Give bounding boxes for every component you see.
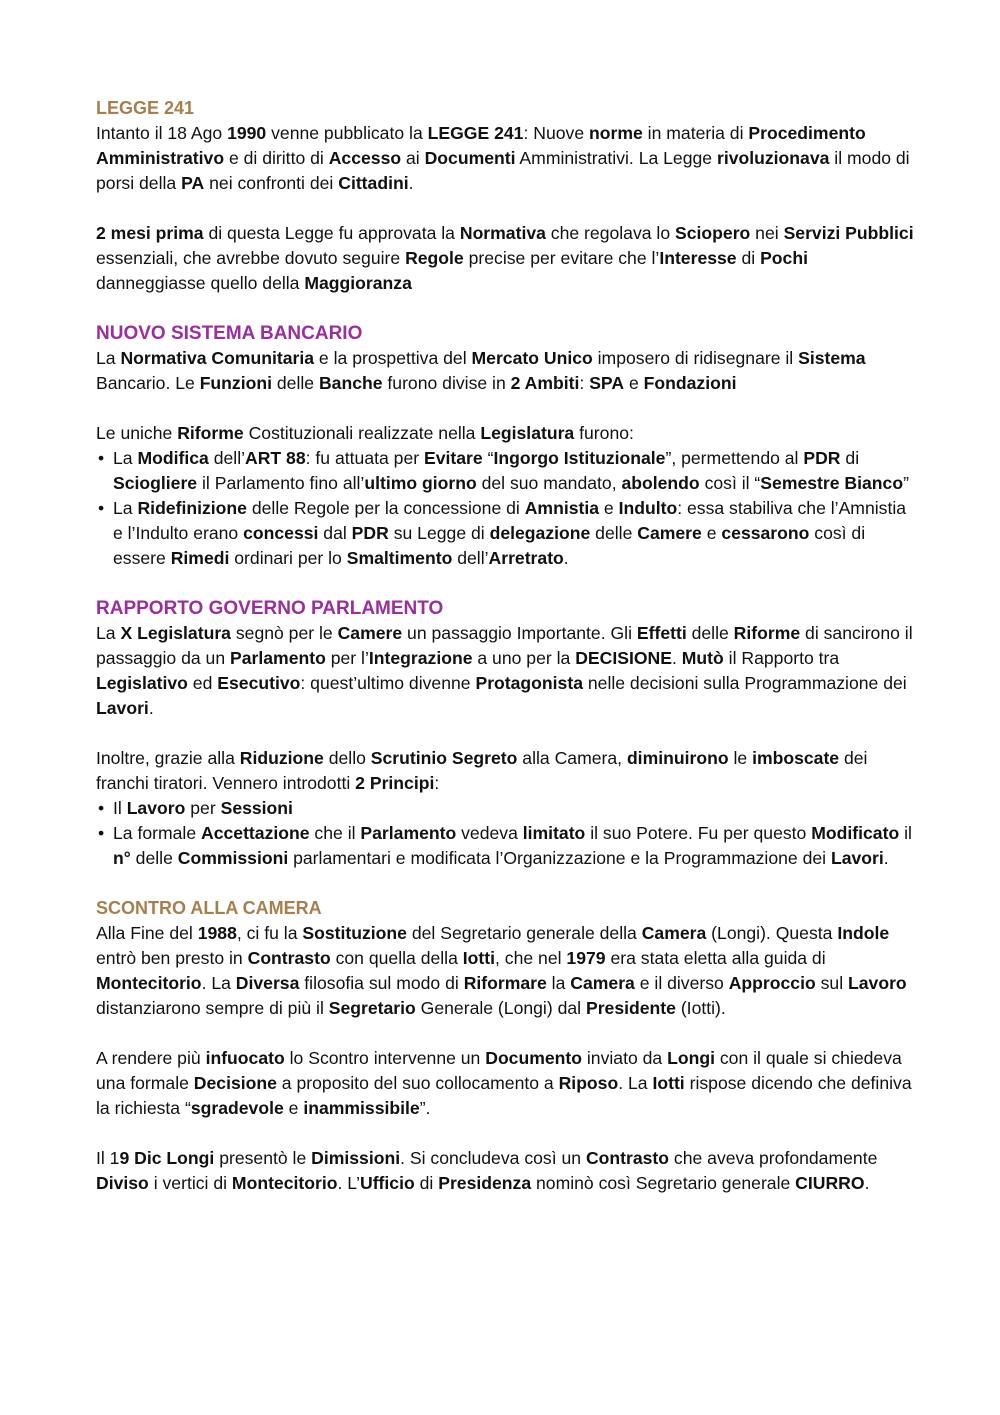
bold-text: n°: [113, 848, 131, 868]
paragraph: 2 mesi prima di questa Legge fu approvata la Normativa che regolava lo Sciopero nei Servizi Pubblici essenziali, che avrebbe dovuto seguire Regole precise per evitare che l’Interesse di Pochi danneggiasse quello della Maggioranza: [96, 223, 914, 293]
list-item: • La Ridefinizione delle Regole per la concessione di Amnistia e Indulto: essa stabiliva che l’Amnistia e l’Indulto erano concessi dal PDR su Legge di delegazione delle Camere e cessarono così di essere Rimedi ordinari per lo Smaltimento dell’Arretrato.: [96, 496, 916, 571]
bold-text: Iotti: [462, 948, 496, 968]
bold-text: concessi: [243, 523, 319, 543]
bold-text: 2 mesi prima: [96, 223, 204, 243]
bold-text: Rimedi: [170, 548, 230, 568]
paragraph: La X Legislatura segnò per le Camere un passaggio Importante. Gli Effetti delle Riforme di sancirono il passaggio da un Parlamento per l’Integrazione a uno per la DECISIONE. Mutò il Rapporto tra Legislativo ed Esecutivo: quest’ultimo divenne Protagonista nelle decisioni sulla Programmazione dei Lavori.: [96, 623, 913, 718]
bold-text: Regole: [405, 248, 464, 268]
bold-text: Riduzione: [239, 748, 324, 768]
bold-text: Protagonista: [475, 673, 583, 693]
bold-text: Servizi Pubblici: [783, 223, 914, 243]
bold-text: CIURRO: [795, 1173, 865, 1193]
bold-text: Mercato Unico: [471, 348, 593, 368]
bold-text: Legislatura: [480, 423, 575, 443]
bold-text: Normativa: [459, 223, 546, 243]
bold-text: Mutò: [681, 648, 724, 668]
bold-text: Iotti: [652, 1073, 685, 1093]
bold-text: infuocato: [205, 1048, 285, 1068]
bold-text: 1990: [227, 123, 267, 143]
bold-text: Modificato: [811, 823, 900, 843]
bold-text: DECISIONE: [575, 648, 672, 668]
bold-text: Lavori: [830, 848, 884, 868]
bold-text: limitato: [522, 823, 586, 843]
paragraph: Le uniche Riforme Costituzionali realizzate nella Legislatura furono:: [96, 423, 634, 443]
bold-text: Documenti: [424, 148, 516, 168]
bold-text: Commissioni: [177, 848, 289, 868]
section-heading: RAPPORTO GOVERNO PARLAMENTO: [96, 598, 444, 619]
list-item: • La formale Accettazione che il Parlamento vedeva limitato il suo Potere. Fu per questo Modificato il n° delle Commissioni parlamentari e modificata l’Organizzazione e la Programmazione dei Lavori.: [96, 821, 916, 871]
bold-text: Contrasto: [585, 1148, 670, 1168]
bold-text: 2 Ambiti: [510, 373, 580, 393]
bold-text: PDR: [803, 448, 841, 468]
bold-text: PDR: [351, 523, 389, 543]
bold-text: Sciogliere: [113, 473, 198, 493]
bold-text: Arretrato: [488, 548, 564, 568]
document-page: [96, 96, 916, 1221]
section: [96, 96, 916, 296]
bold-text: sgradevole: [190, 1098, 284, 1118]
bold-text: Segretario: [328, 998, 416, 1018]
bold-text: diminuirono: [626, 748, 729, 768]
bold-text: Camere: [337, 623, 403, 643]
bold-text: Lavoro: [848, 973, 907, 993]
bullet-list: [96, 446, 916, 571]
bold-text: Ingorgo Istituzionale: [493, 448, 666, 468]
paragraph: Inoltre, grazie alla Riduzione dello Scrutinio Segreto alla Camera, diminuirono le imboscate dei franchi tiratori. Vennero introdotti 2 Principi:: [96, 748, 868, 793]
bold-text: Diviso: [96, 1173, 149, 1193]
list-item: • La Modifica dell’ART 88: fu attuata per Evitare “Ingorgo Istituzionale”, permettendo al PDR di Sciogliere il Parlamento fino all’ultimo giorno del suo mandato, abolendo così il “Semestre Bianco”: [96, 446, 916, 496]
bold-text: delegazione: [489, 523, 591, 543]
bold-text: Presidente: [585, 998, 676, 1018]
bold-text: Camera: [570, 973, 635, 993]
bold-text: Integrazione: [368, 648, 473, 668]
bold-text: ultimo giorno: [364, 473, 477, 493]
bold-text: Evitare: [424, 448, 483, 468]
bold-text: imboscate: [752, 748, 840, 768]
bold-text: Funzioni: [199, 373, 272, 393]
bold-text: Scrutinio Segreto: [370, 748, 518, 768]
bold-text: Sostituzione: [302, 923, 407, 943]
bold-text: Normativa Comunitaria: [120, 348, 315, 368]
list-item: • Il Lavoro per Sessioni: [96, 796, 916, 821]
bold-text: Riposo: [558, 1073, 619, 1093]
bold-text: inammissibile: [303, 1098, 420, 1118]
bold-text: PA: [181, 173, 205, 193]
bold-text: Presidenza: [438, 1173, 532, 1193]
bold-text: Accesso: [328, 148, 402, 168]
bold-text: Pochi: [760, 248, 808, 268]
paragraph: Intanto il 18 Ago 1990 venne pubblicato la LEGGE 241: Nuove norme in materia di Procedimento Amministrativo e di diritto di Accesso ai Documenti Amministrativi. La Legge rivoluzionava il modo di porsi della PA nei confronti dei Cittadini.: [96, 123, 910, 193]
bold-text: Semestre Bianco: [760, 473, 904, 493]
bold-text: Interesse: [659, 248, 737, 268]
section-heading: NUOVO SISTEMA BANCARIO: [96, 323, 363, 344]
bold-text: Cittadini: [338, 173, 409, 193]
bold-text: Contrasto: [247, 948, 331, 968]
bold-text: Esecutivo: [217, 673, 301, 693]
bold-text: Riformare: [463, 973, 547, 993]
bold-text: Sessioni: [220, 798, 293, 818]
bold-text: cessarono: [721, 523, 810, 543]
bold-text: Maggioranza: [304, 273, 412, 293]
paragraph: La Normativa Comunitaria e la prospettiva del Mercato Unico imposero di ridisegnare il Sistema Bancario. Le Funzioni delle Banche furono divise in 2 Ambiti: SPA e Fondazioni: [96, 348, 866, 393]
bold-text: Diversa: [235, 973, 300, 993]
bold-text: Decisione: [193, 1073, 277, 1093]
paragraph: Alla Fine del 1988, ci fu la Sostituzione del Segretario generale della Camera (Longi). Questa Indole entrò ben presto in Contrasto con quella della Iotti, che nel 1979 era stata eletta alla guida di Montecitorio. La Diversa filosofia sul modo di Riformare la Camera e il diverso Approccio sul Lavoro distanziarono sempre di più il Segretario Generale (Longi) dal Presidente (Iotti).: [96, 923, 907, 1018]
section-heading: SCONTRO ALLA CAMERA: [96, 898, 322, 918]
bold-text: Dimissioni: [311, 1148, 401, 1168]
section: [96, 896, 916, 1196]
bold-text: Camere: [637, 523, 702, 543]
bold-text: Fondazioni: [643, 373, 737, 393]
bold-text: 1988: [197, 923, 237, 943]
section-heading: LEGGE 241: [96, 98, 195, 118]
paragraph: A rendere più infuocato lo Scontro intervenne un Documento inviato da Longi con il quale si chiedeva una formale Decisione a proposito del suo collocamento a Riposo. La Iotti rispose dicendo che definiva la richiesta “sgradevole e inammissibile”.: [96, 1048, 912, 1118]
bold-text: Smaltimento: [346, 548, 453, 568]
bold-text: Documento: [485, 1048, 582, 1068]
bold-text: Longi: [667, 1048, 715, 1068]
bold-text: Parlamento: [230, 648, 326, 668]
bold-text: Effetti: [636, 623, 687, 643]
bold-text: Modifica: [137, 448, 209, 468]
bold-text: Sciopero: [675, 223, 751, 243]
bold-text: SPA: [589, 373, 625, 393]
bold-text: Lavoro: [126, 798, 186, 818]
bold-text: norme: [589, 123, 643, 143]
bold-text: Approccio: [728, 973, 816, 993]
bold-text: Riforme: [177, 423, 244, 443]
bold-text: X Legislatura: [120, 623, 231, 643]
section: [96, 596, 916, 871]
bold-text: Procedimento Amministrativo: [96, 123, 866, 168]
bold-text: Riforme: [733, 623, 801, 643]
bold-text: Indulto: [618, 498, 678, 518]
section: [96, 321, 916, 571]
bold-text: Parlamento: [360, 823, 457, 843]
bold-text: Indole: [837, 923, 890, 943]
bold-text: ART 88: [245, 448, 306, 468]
bold-text: LEGGE 241: [427, 123, 524, 143]
bold-text: Montecitorio: [96, 973, 202, 993]
bold-text: Lavori: [96, 698, 149, 718]
bold-text: rivoluzionava: [716, 148, 830, 168]
bold-text: 1979: [566, 948, 606, 968]
bold-text: 2 Principi: [355, 773, 435, 793]
bold-text: abolendo: [621, 473, 700, 493]
paragraph: Il 19 Dic Longi presentò le Dimissioni. Si concludeva così un Contrasto che aveva profondamente Diviso i vertici di Montecitorio. L’Ufficio di Presidenza nominò così Segretario generale CIURRO.: [96, 1148, 878, 1193]
bold-text: Amnistia: [524, 498, 600, 518]
bold-text: Montecitorio: [231, 1173, 338, 1193]
bullet-list: [96, 796, 916, 871]
bold-text: Camera: [641, 923, 707, 943]
bold-text: Sistema: [798, 348, 866, 368]
bold-text: Legislativo: [96, 673, 188, 693]
bold-text: Ufficio: [359, 1173, 415, 1193]
bold-text: Accettazione: [201, 823, 310, 843]
bold-text: 9 Dic Longi: [119, 1148, 215, 1168]
bold-text: Ridefinizione: [137, 498, 247, 518]
bold-text: Banche: [318, 373, 383, 393]
